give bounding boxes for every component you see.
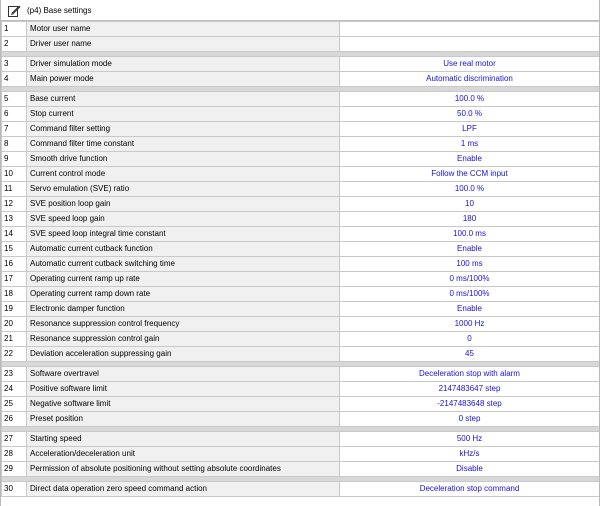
parameter-name: Driver user name: [27, 37, 340, 52]
row-number: 14: [2, 227, 27, 242]
parameter-value[interactable]: 2147483647 step: [340, 382, 600, 397]
parameter-name: Acceleration/deceleration unit: [27, 447, 340, 462]
parameter-value[interactable]: 0 ms/100%: [340, 287, 600, 302]
parameter-row[interactable]: [2, 212, 600, 227]
parameter-name: Operating current ramp down rate: [27, 287, 340, 302]
row-number: 6: [2, 107, 27, 122]
parameter-value[interactable]: 0 ms/100%: [340, 272, 600, 287]
row-number: 7: [2, 122, 27, 137]
row-number: 23: [2, 367, 27, 382]
row-number: 20: [2, 317, 27, 332]
parameter-value[interactable]: Enable: [340, 242, 600, 257]
parameter-value[interactable]: Deceleration stop command: [340, 482, 600, 497]
row-number: 28: [2, 447, 27, 462]
parameter-row[interactable]: [2, 257, 600, 272]
parameter-row[interactable]: [2, 412, 600, 427]
parameter-row[interactable]: [2, 367, 600, 382]
row-number: 24: [2, 382, 27, 397]
parameter-row[interactable]: [2, 332, 600, 347]
row-number: 2: [2, 37, 27, 52]
parameter-value[interactable]: [340, 22, 600, 37]
parameter-row[interactable]: [2, 432, 600, 447]
parameter-row[interactable]: [2, 302, 600, 317]
parameter-row[interactable]: [2, 22, 600, 37]
parameter-value[interactable]: Disable: [340, 462, 600, 477]
parameter-row[interactable]: [2, 197, 600, 212]
parameter-row[interactable]: [2, 227, 600, 242]
row-number: 3: [2, 57, 27, 72]
row-number: 19: [2, 302, 27, 317]
parameter-row[interactable]: [2, 317, 600, 332]
parameter-row[interactable]: [2, 462, 600, 477]
parameter-value[interactable]: 1000 Hz: [340, 317, 600, 332]
parameter-name: Stop current: [27, 107, 340, 122]
parameter-name: Direct data operation zero speed command action: [27, 482, 340, 497]
parameter-name: Deviation acceleration suppressing gain: [27, 347, 340, 362]
parameter-value[interactable]: 100.0 %: [340, 92, 600, 107]
parameter-row[interactable]: [2, 382, 600, 397]
parameter-value[interactable]: 0: [340, 332, 600, 347]
parameter-row[interactable]: [2, 57, 600, 72]
row-number: 27: [2, 432, 27, 447]
parameter-name: Command filter time constant: [27, 137, 340, 152]
parameter-row[interactable]: [2, 122, 600, 137]
row-number: 13: [2, 212, 27, 227]
parameter-row[interactable]: [2, 167, 600, 182]
parameter-name: Command filter setting: [27, 122, 340, 137]
parameter-value[interactable]: 10: [340, 197, 600, 212]
parameter-name: Positive software limit: [27, 382, 340, 397]
parameter-name: Servo emulation (SVE) ratio: [27, 182, 340, 197]
parameter-row[interactable]: [2, 92, 600, 107]
parameter-value[interactable]: Follow the CCM input: [340, 167, 600, 182]
row-number: 30: [2, 482, 27, 497]
parameter-row[interactable]: [2, 107, 600, 122]
parameter-value[interactable]: 100.0 ms: [340, 227, 600, 242]
parameter-row[interactable]: [2, 447, 600, 462]
parameter-row[interactable]: [2, 182, 600, 197]
parameter-value[interactable]: Enable: [340, 152, 600, 167]
parameter-row[interactable]: [2, 287, 600, 302]
parameter-value[interactable]: Automatic discrimination: [340, 72, 600, 87]
parameter-row[interactable]: [2, 242, 600, 257]
parameter-name: SVE position loop gain: [27, 197, 340, 212]
row-number: 10: [2, 167, 27, 182]
parameter-name: Preset position: [27, 412, 340, 427]
window-title-bar: [1, 0, 599, 21]
parameter-value[interactable]: -2147483648 step: [340, 397, 600, 412]
window-title: (p4) Base settings: [27, 5, 92, 15]
row-number: 18: [2, 287, 27, 302]
row-number: 1: [2, 22, 27, 37]
row-number: 15: [2, 242, 27, 257]
parameter-value[interactable]: 100.0 %: [340, 182, 600, 197]
parameter-value[interactable]: Deceleration stop with alarm: [340, 367, 600, 382]
row-number: 8: [2, 137, 27, 152]
row-number: 22: [2, 347, 27, 362]
parameter-value[interactable]: [340, 37, 600, 52]
parameter-value[interactable]: 0 step: [340, 412, 600, 427]
parameter-value[interactable]: LPF: [340, 122, 600, 137]
row-number: 17: [2, 272, 27, 287]
parameter-value[interactable]: 500 Hz: [340, 432, 600, 447]
parameter-value[interactable]: 100 ms: [340, 257, 600, 272]
parameter-table: [1, 21, 600, 497]
parameter-name: Operating current ramp up rate: [27, 272, 340, 287]
row-number: 26: [2, 412, 27, 427]
parameter-name: Smooth drive function: [27, 152, 340, 167]
parameter-row[interactable]: [2, 37, 600, 52]
parameter-name: Resonance suppression control gain: [27, 332, 340, 347]
parameter-value[interactable]: kHz/s: [340, 447, 600, 462]
parameter-value[interactable]: Use real motor: [340, 57, 600, 72]
parameter-name: Negative software limit: [27, 397, 340, 412]
parameter-value[interactable]: 180: [340, 212, 600, 227]
parameter-name: Current control mode: [27, 167, 340, 182]
edit-icon: [8, 4, 21, 17]
parameter-row[interactable]: [2, 152, 600, 167]
parameter-row[interactable]: [2, 347, 600, 362]
parameter-value[interactable]: 1 ms: [340, 137, 600, 152]
parameter-name: Main power mode: [27, 72, 340, 87]
row-number: 16: [2, 257, 27, 272]
row-number: 9: [2, 152, 27, 167]
row-number: 11: [2, 182, 27, 197]
row-number: 25: [2, 397, 27, 412]
parameter-name: Electronic damper function: [27, 302, 340, 317]
parameter-name: Starting speed: [27, 432, 340, 447]
parameter-name: SVE speed loop gain: [27, 212, 340, 227]
parameter-row[interactable]: [2, 482, 600, 497]
parameter-row[interactable]: [2, 272, 600, 287]
parameter-name: Motor user name: [27, 22, 340, 37]
parameter-name: Base current: [27, 92, 340, 107]
parameter-name: Driver simulation mode: [27, 57, 340, 72]
parameter-row[interactable]: [2, 72, 600, 87]
row-number: 21: [2, 332, 27, 347]
parameter-name: Automatic current cutback function: [27, 242, 340, 257]
row-number: 29: [2, 462, 27, 477]
parameter-value[interactable]: 50.0 %: [340, 107, 600, 122]
row-number: 4: [2, 72, 27, 87]
parameter-name: Software overtravel: [27, 367, 340, 382]
parameter-name: Automatic current cutback switching time: [27, 257, 340, 272]
row-number: 5: [2, 92, 27, 107]
parameter-value[interactable]: 45: [340, 347, 600, 362]
parameter-name: Permission of absolute positioning without setting absolute coordinates: [27, 462, 340, 477]
parameter-name: Resonance suppression control frequency: [27, 317, 340, 332]
parameter-value[interactable]: Enable: [340, 302, 600, 317]
parameter-name: SVE speed loop integral time constant: [27, 227, 340, 242]
row-number: 12: [2, 197, 27, 212]
parameter-row[interactable]: [2, 397, 600, 412]
parameter-row[interactable]: [2, 137, 600, 152]
